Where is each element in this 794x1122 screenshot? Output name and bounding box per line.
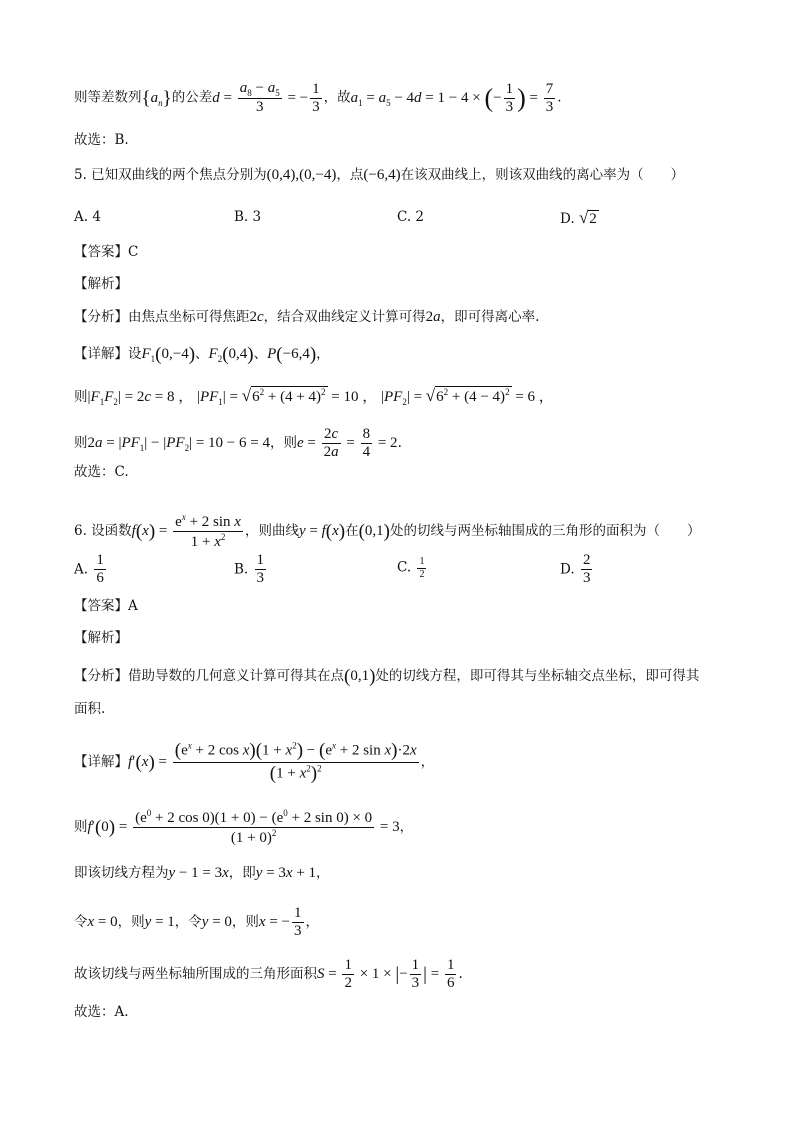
q6-option-d	[560, 552, 594, 588]
q5-stem-c: 在该双曲线上，则该双曲线的离心率为（ ）	[400, 167, 685, 183]
q5-option-d-value: √2	[578, 208, 597, 227]
q5-fenxi-a: 【分析】由焦点坐标可得焦距	[74, 309, 250, 325]
q6-area-a: 故该切线与两坐标轴所围成的三角形面积	[74, 966, 317, 983]
q6-analysis-head: 【解析】	[74, 630, 128, 646]
q5-P: P(−6,4)	[267, 344, 317, 365]
q6-option-b-label: B.	[234, 561, 249, 578]
q6-option-d-value: $\frac{2}{3}$	[582, 552, 591, 587]
q5-2a: 2a	[425, 309, 441, 325]
q4-mid: 的公差	[171, 89, 213, 106]
q5-e-formula: e = $\frac{2c}{2a}$ = $\frac{8}{4}$ = 2	[296, 426, 398, 461]
q6-derivative-formula: f′(x) = $\frac{(e^x + 2 \cos x)(1 + x^2) - (e^x + 2 \sin x)\cdot 2x}{(1 + x^2)^2}$	[128, 740, 417, 784]
q6-point: (0,1)	[358, 521, 390, 543]
q5-F2: $F_2(0,4)$	[208, 344, 254, 365]
q4-comma-gu: ，故	[323, 89, 351, 106]
q6-option-a-label: A.	[74, 561, 89, 578]
q6-stem-c: 在	[345, 523, 359, 540]
q4-choice: 故选：B.	[74, 132, 129, 148]
q6-tangent-a: 即该切线方程为	[74, 865, 169, 881]
q5-stem-a: 5. 已知双曲线的两个焦点分别为	[74, 167, 267, 183]
q5-fenxi-b: ，结合双曲线定义计算可得	[263, 309, 426, 325]
q6-fenxi-cont: 面积.	[74, 701, 106, 717]
q6-option-b-value: $\frac{1}{3}$	[256, 552, 265, 587]
q6-tangent-eq2: y = 3x + 1	[255, 865, 317, 881]
q5-option-c: C. 2	[397, 209, 425, 225]
q6-function: f(x) = $\frac{e^x + 2 \sin x}{1 + x^2}$	[131, 512, 241, 551]
q5-point: (−6,4)	[363, 167, 401, 183]
q6-area-formula: S = $\frac{1}{2}$ × 1 × |− $\frac{1}{3}$ | = $\frac{1}{6}$	[317, 957, 455, 992]
q5-option-d-label: D.	[560, 211, 575, 227]
q5-F1: $F_1(0,-4)$	[141, 344, 196, 365]
q6-x-intercept: x = − $\frac{1}{3}$	[258, 905, 302, 940]
q6-option-a	[74, 552, 108, 588]
q5-period: .	[397, 435, 402, 452]
q5-analysis-head: 【解析】	[74, 276, 128, 292]
q6-tangent-eq1: y − 1 = 3x	[168, 865, 229, 881]
q6-y1: y = 1	[144, 914, 175, 931]
q5-stem	[74, 168, 684, 183]
q6-fenxi-point: (0,1)	[344, 666, 376, 687]
q5-stem-b: ，点	[336, 167, 364, 183]
q4-end: .	[557, 89, 562, 106]
q6-f0-formula: f′(0) = $\frac{(e^0 + 2 \cos 0)(1 + 0) - (e^0 + 2 \sin 0) \times 0}{(1 + 0)^2}$ = 3	[87, 808, 400, 847]
q5-fenxi	[74, 310, 539, 325]
q5-comma: ，	[316, 345, 330, 362]
q6-fenxi	[74, 667, 699, 686]
q5-choice: 故选：C.	[74, 464, 129, 480]
q6-area-b: .	[458, 966, 463, 983]
q6-option-a-value: $\frac{1}{6}$	[96, 552, 104, 587]
q5-ze1: 则	[74, 389, 88, 405]
q5-sep1: 、	[195, 345, 209, 362]
q6-ling-c: ，令	[174, 914, 202, 931]
q6-stem-d: 处的切线与两坐标轴围成的三角形的面积为（ ）	[390, 523, 701, 540]
q6-option-b	[234, 552, 268, 588]
q6-option-d-label: D.	[560, 561, 575, 578]
q6-comma2: ，	[399, 819, 414, 836]
a1-formula: $a_1 = a_5 - 4d = 1 - 4$ × (− $\frac{1}{3}$ ) = $\frac{7}{3}$	[350, 80, 554, 115]
q6-fenxi-a: 【分析】借助导数的几何意义计算可得其在点	[74, 667, 344, 684]
q6-comma1: ，	[420, 753, 435, 770]
q5-option-b: B. 3	[234, 209, 262, 225]
q6-ling-e: ，	[305, 914, 320, 931]
q6-y0: y = 0	[201, 914, 232, 931]
common-difference-formula: d = $\frac{a_8 - a_5}{3}$ = − $\frac{1}{3}$	[212, 80, 320, 116]
q6-stem-a: 6. 设函数	[74, 523, 132, 540]
q6-ling-b: ，则	[117, 914, 145, 931]
q5-option-d	[560, 209, 599, 227]
q5-answer: 【答案】C	[74, 244, 139, 260]
q6-stem	[74, 512, 701, 552]
q5-dist-formula: $|F_1F_2| = 2c = 8$ ， $|PF_1| = √6^2 + (4 + 4)^2 = 10$ ， $|PF_2| = √6^2 + (4 - 4)^2 = 6$ ，	[87, 386, 554, 407]
q6-option-c	[397, 556, 428, 580]
q5-ze-e: ，则	[269, 435, 297, 452]
q5-2a-formula: $2a = |PF_1| - |PF_2| = 10 - 6 = 4$	[87, 435, 270, 454]
q6-ling-d: ，则	[231, 914, 259, 931]
q5-fenxi-c: ，即可得离心率.	[440, 309, 540, 325]
q5-sep2: 、	[253, 345, 268, 362]
q6-area	[74, 957, 463, 993]
q6-tangent-b: ，即	[228, 865, 256, 881]
q6-option-c-value: $\frac{1}{2}$	[419, 556, 425, 580]
q4-lead: 则等差数列	[74, 89, 142, 106]
q5-distances	[74, 386, 554, 407]
q4-formula-line	[74, 80, 562, 117]
q6-ling-a: 令	[74, 914, 88, 931]
q6-x0: x = 0	[87, 914, 118, 931]
q6-tangent-c: ，	[316, 865, 330, 881]
q5-eccentricity	[74, 426, 402, 462]
q6-ze: 则	[74, 819, 88, 836]
q6-curve: y = f(x)	[298, 521, 346, 543]
q5-2c: 2c	[249, 309, 264, 325]
q6-option-c-label: C.	[397, 559, 412, 576]
q6-tangent	[74, 866, 330, 881]
q6-intercepts	[74, 905, 319, 941]
q6-stem-b: ，则曲线	[244, 523, 299, 540]
q5-ze2: 则	[74, 435, 88, 452]
q5-foci: (0,4),(0,−4)	[266, 167, 337, 183]
q6-detail-a: 【详解】	[74, 753, 128, 770]
q5-detail-a: 【详解】设	[74, 345, 142, 362]
q6-choice: 故选：A.	[74, 1004, 129, 1020]
q6-derivative-at-0	[74, 808, 413, 848]
q6-derivative	[74, 740, 434, 785]
q5-option-a: A. 4	[74, 209, 101, 225]
q6-answer: 【答案】A	[74, 598, 138, 614]
q5-detail-setup	[74, 345, 330, 364]
seq-an: $\{a_n\}$	[141, 87, 172, 109]
q6-fenxi-b: 处的切线方程，即可得其与坐标轴交点坐标，即可得其	[375, 667, 700, 684]
